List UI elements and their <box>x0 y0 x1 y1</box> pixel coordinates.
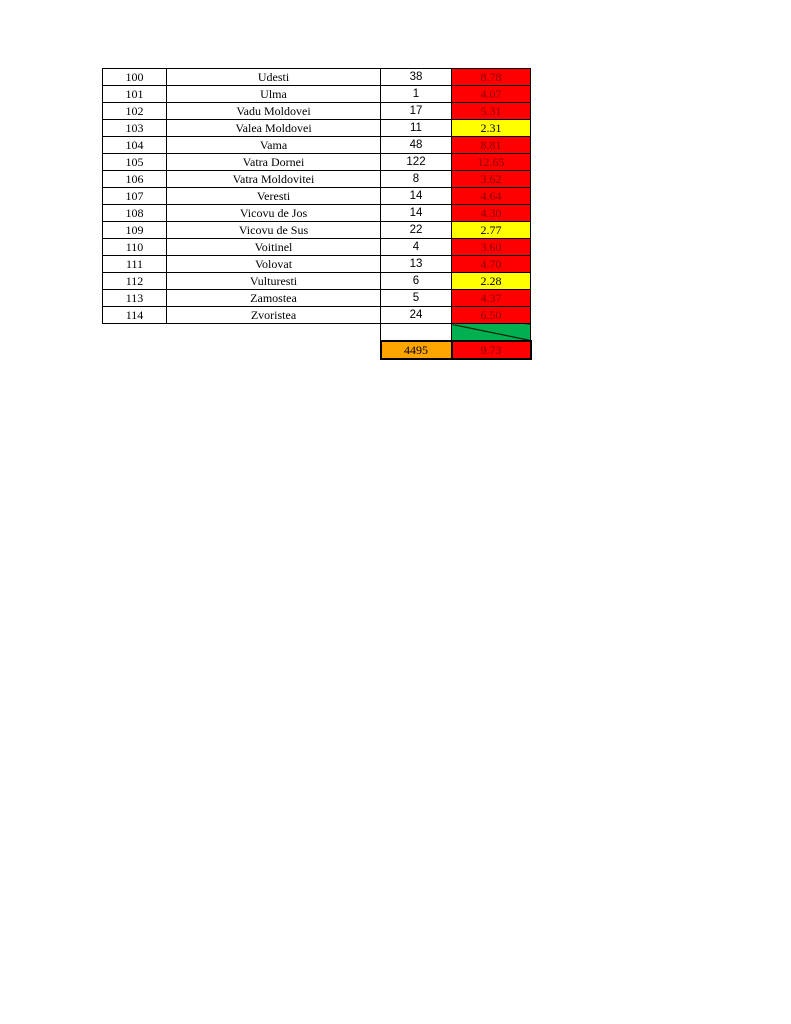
rate-cell: 4.07 <box>452 86 531 103</box>
row-number-cell: 111 <box>103 256 167 273</box>
locality-name-cell: Vatra Moldovitei <box>167 171 381 188</box>
rate-cell: 3.60 <box>452 239 531 256</box>
table-row <box>103 188 531 205</box>
count-cell: 1 <box>381 86 452 103</box>
count-cell: 13 <box>381 256 452 273</box>
row-number-cell: 106 <box>103 171 167 188</box>
rate-cell: 12.65 <box>452 154 531 171</box>
locality-name-cell: Vatra Dornei <box>167 154 381 171</box>
total-row <box>103 341 531 359</box>
blank-cell <box>103 324 167 342</box>
row-number-cell: 103 <box>103 120 167 137</box>
table-row <box>103 222 531 239</box>
count-cell: 6 <box>381 273 452 290</box>
row-number-cell: 102 <box>103 103 167 120</box>
count-cell: 122 <box>381 154 452 171</box>
row-number-cell: 101 <box>103 86 167 103</box>
table-row <box>103 205 531 222</box>
locality-name-cell: Vadu Moldovei <box>167 103 381 120</box>
locality-name-cell: Zvoristea <box>167 307 381 324</box>
row-number-cell: 107 <box>103 188 167 205</box>
row-number-cell: 112 <box>103 273 167 290</box>
table-row <box>103 307 531 324</box>
data-table <box>102 68 532 360</box>
count-cell: 14 <box>381 188 452 205</box>
rate-cell: 4.30 <box>452 205 531 222</box>
count-cell: 11 <box>381 120 452 137</box>
count-cell: 4 <box>381 239 452 256</box>
row-number-cell: 105 <box>103 154 167 171</box>
legend-row <box>103 324 531 342</box>
table-row <box>103 154 531 171</box>
rate-cell: 5.31 <box>452 103 531 120</box>
locality-name-cell: Ulma <box>167 86 381 103</box>
row-number-cell: 104 <box>103 137 167 154</box>
count-cell: 22 <box>381 222 452 239</box>
rate-cell: 2.28 <box>452 273 531 290</box>
count-cell: 38 <box>381 69 452 86</box>
table-row <box>103 290 531 307</box>
total-rate-cell: 9.73 <box>452 341 531 359</box>
row-number-cell: 114 <box>103 307 167 324</box>
locality-name-cell: Volovat <box>167 256 381 273</box>
locality-name-cell: Udesti <box>167 69 381 86</box>
row-number-cell: 108 <box>103 205 167 222</box>
table-row <box>103 103 531 120</box>
locality-name-cell: Voitinel <box>167 239 381 256</box>
table-row <box>103 69 531 86</box>
rate-cell: 4.64 <box>452 188 531 205</box>
table-row <box>103 256 531 273</box>
row-number-cell: 109 <box>103 222 167 239</box>
green-diagonal-cell <box>452 324 531 342</box>
count-cell: 17 <box>381 103 452 120</box>
locality-name-cell: Valea Moldovei <box>167 120 381 137</box>
locality-name-cell: Vicovu de Jos <box>167 205 381 222</box>
count-cell: 24 <box>381 307 452 324</box>
rate-cell: 2.77 <box>452 222 531 239</box>
table-row <box>103 273 531 290</box>
rate-cell: 8.78 <box>452 69 531 86</box>
count-cell: 48 <box>381 137 452 154</box>
rate-cell: 2.31 <box>452 120 531 137</box>
locality-name-cell: Vicovu de Sus <box>167 222 381 239</box>
locality-name-cell: Zamostea <box>167 290 381 307</box>
rate-cell: 3.62 <box>452 171 531 188</box>
rate-cell: 4.37 <box>452 290 531 307</box>
rate-cell: 4.70 <box>452 256 531 273</box>
count-cell: 14 <box>381 205 452 222</box>
table-row <box>103 171 531 188</box>
locality-name-cell: Vulturesti <box>167 273 381 290</box>
rate-cell: 8.81 <box>452 137 531 154</box>
locality-name-cell: Vama <box>167 137 381 154</box>
count-cell: 8 <box>381 171 452 188</box>
table-row <box>103 120 531 137</box>
table-body <box>103 69 531 324</box>
row-number-cell: 110 <box>103 239 167 256</box>
row-number-cell: 113 <box>103 290 167 307</box>
blank-cell <box>167 341 381 359</box>
empty-count-cell <box>381 324 452 342</box>
count-cell: 5 <box>381 290 452 307</box>
row-number-cell: 100 <box>103 69 167 86</box>
table-row <box>103 137 531 154</box>
rate-cell: 6.50 <box>452 307 531 324</box>
total-count-cell: 4495 <box>381 341 452 359</box>
table-row <box>103 239 531 256</box>
blank-cell <box>103 341 167 359</box>
locality-name-cell: Veresti <box>167 188 381 205</box>
table-row <box>103 86 531 103</box>
blank-cell <box>167 324 381 342</box>
